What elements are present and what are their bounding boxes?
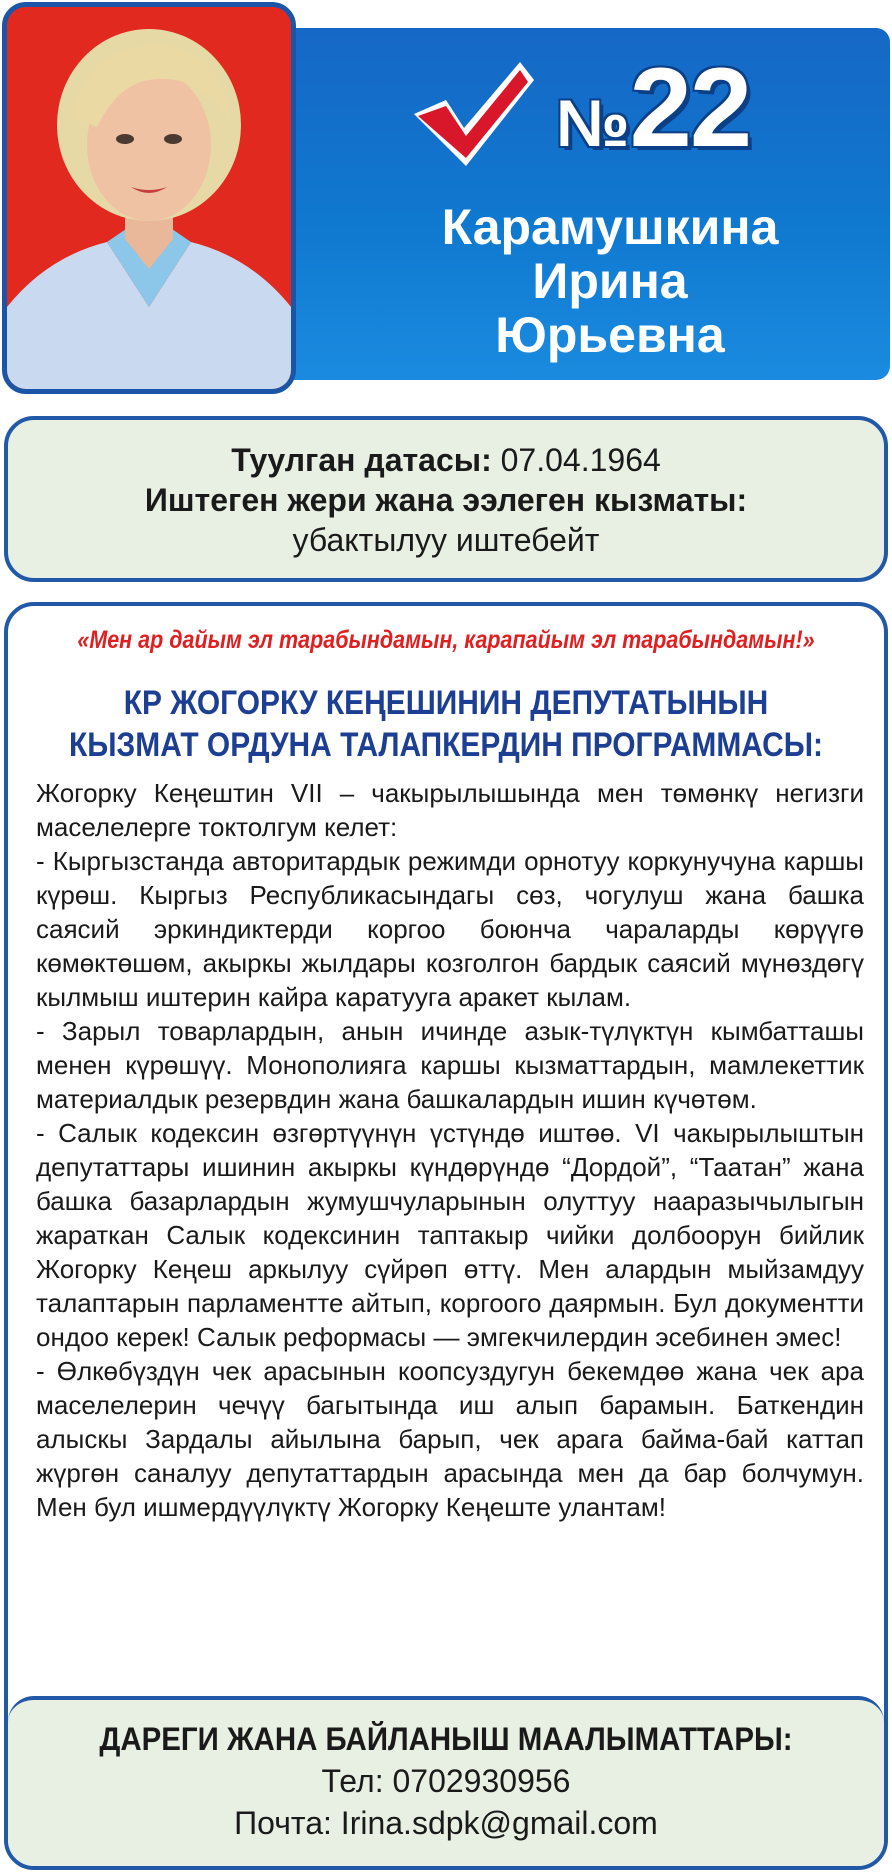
work-label: Иштеген жери жана ээлеген кызматы:: [144, 482, 748, 518]
birth-value: 07.04.1964: [500, 442, 661, 478]
candidate-photo: [2, 2, 296, 394]
program-point-4: - Өлкөбүздүн чек арасынын коопсуздугун бекемдөө жана чек ара маселелерин чечүү багытында иш алып барамын. Баткендин алыскы Зардалы айылына барып, чек арага байма-бай каттап жүргөн саналуу депутаттардын арасында мен да бар болчумун. Мен бул ишмердүүлүктү Жогорку Кеңеште улантам!: [36, 1356, 864, 1522]
contact-email: Почта: Irina.sdpk@gmail.com: [234, 1805, 658, 1841]
program-text: [36, 776, 864, 1524]
program-title: [8, 682, 884, 766]
contact-title: ДАРЕГИ ЖАНА БАЙЛАНЫШ МААЛЫМАТТАРЫ:: [99, 1721, 793, 1757]
candidate-number: [556, 45, 751, 170]
program-title-line1: КР ЖОГОРКУ КЕҢЕШИНИН ДЕПУТАТЫНЫН: [123, 684, 769, 722]
info-box: [4, 416, 888, 582]
program-point-2: - Зарыл товарлардын, анын ичинде азык-түлүктүн кымбатташы менен күрөшүү. Монополияга каршы кызматтардын, мамлекеттик материалдык резервдин жана башкалардын ишин күчөтөм.: [36, 1016, 864, 1114]
program-point-3: - Салык кодексин өзгөртүүнүн үстүндө иштөө. VI чакырылыштын депутаттары ишинин акыркы күндөрүндө “Дордой”, “Таатан” жана башка базарлардын жумушчуларынын олуттуу нааразычылыгын жараткан Салык кодексинин таптакыр чийки долбоорун бийлик Жогорку Кеңеш аркылуу сүйрөп өттү. Мен алардын мыйзамдуу талаптарын парламентте айтып, коргоого даярмын. Бул документти ондоо керек! Салык реформасы — эмгекчилердин эсебинен эмес!: [36, 1118, 864, 1352]
slogan: «Мен ар дайым эл тарабындамын, карапайым эл тарабындамын!»: [77, 626, 815, 654]
number-value: 22: [629, 45, 751, 170]
birth-line: [8, 440, 884, 480]
contact-phone: Тел: 0702930956: [321, 1763, 571, 1799]
candidate-patronymic: Юрьевна: [495, 307, 725, 363]
candidate-name: [340, 200, 880, 362]
program-point-1: - Кыргызстанда авторитардык режимди орнотуу коркунучуна каршы күрөш. Кыргыз Республикасындагы сөз, чогулуш жана башка саясий эркиндиктерди коргоо боюнча чараларды көрүүгө көмөктөшөм, акыркы жылдары козголгон бардык саясий мүнөздөгү кылмыш иштерин кайра каратууга аракет кылам.: [36, 846, 864, 1012]
work-value: убактылуу иштебейт: [292, 522, 600, 558]
program-box: [4, 602, 888, 1870]
candidate-first-name: Ирина: [532, 253, 688, 309]
candidate-surname: Карамушкина: [441, 199, 779, 255]
contact-section: [8, 1696, 884, 1866]
number-sign: №: [556, 86, 630, 160]
birth-label: Туулган датасы:: [231, 442, 492, 478]
program-title-line2: КЫЗМАТ ОРДУНА ТАЛАПКЕРДИН ПРОГРАММАСЫ:: [68, 726, 823, 764]
program-intro: Жогорку Кеңештин VII – чакырылышында мен төмөнкү негизги маселелерге токтолгум келет:: [36, 778, 864, 842]
checkmark-icon: [408, 58, 538, 168]
